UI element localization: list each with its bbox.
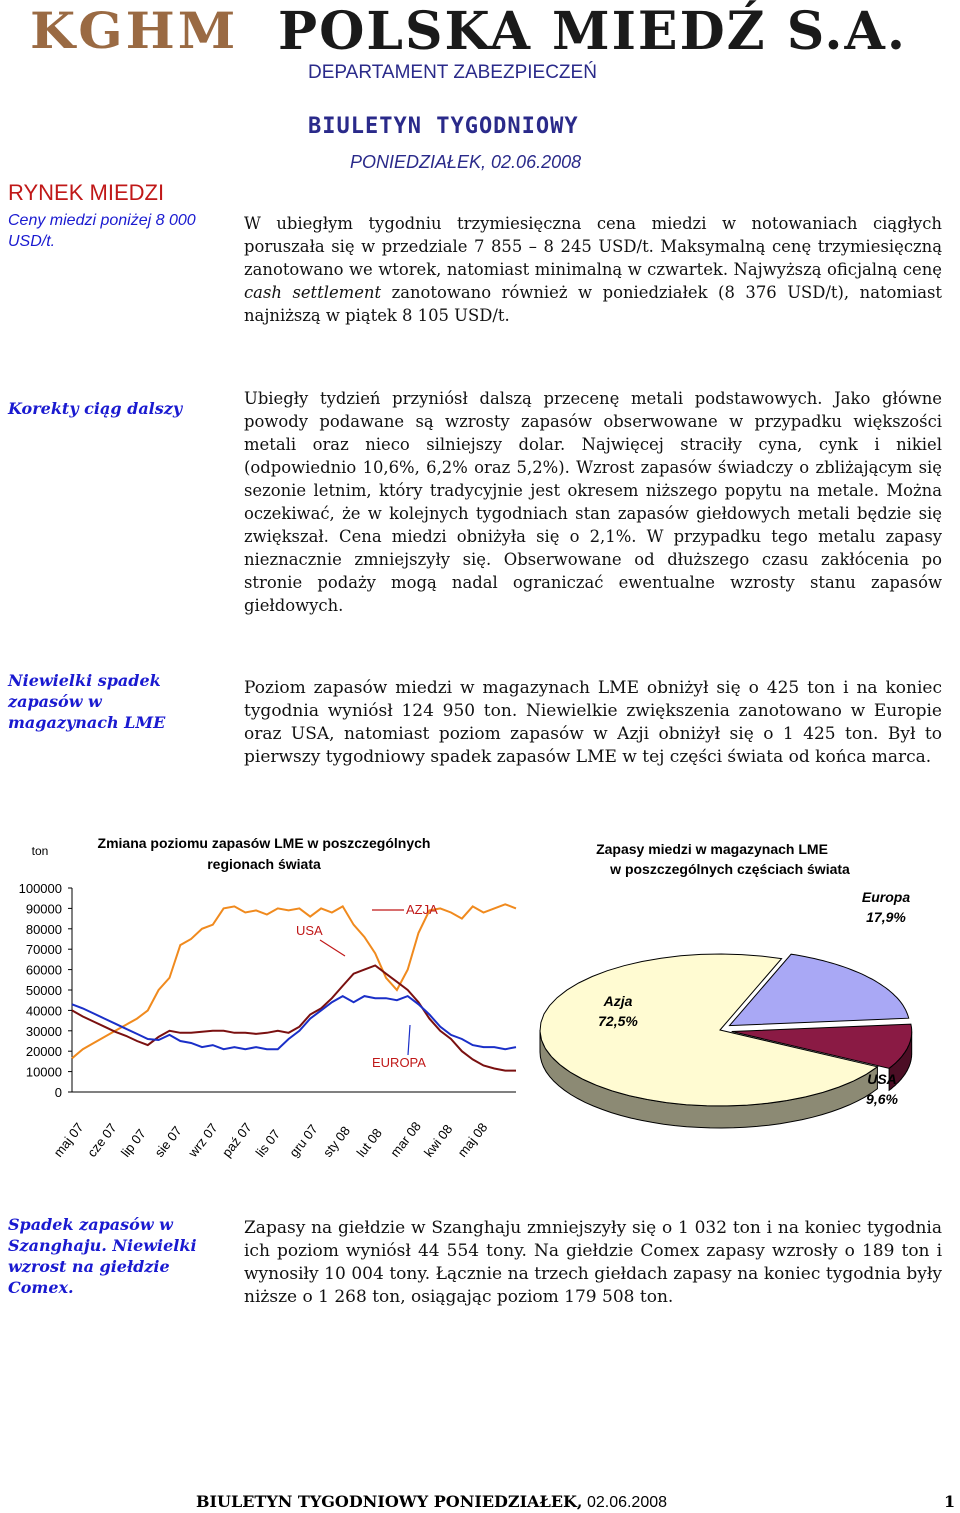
paragraph-prices-part1: W ubiegłym tygodniu trzymiesięczna cena miedzi w notowaniach ciągłych poruszała się w przedziale 7 855 – 8 245 USD/t. Maksymalną cenę trzymiesięczną zanotowano we wtorek, natomiast minimalną w czwartek. Najwyższą oficjalną cenę	[244, 214, 942, 279]
line-chart-arrow-europa	[408, 1025, 410, 1055]
line-chart-arrow-usa	[320, 940, 345, 956]
line-chart-xtick-label: maj 07	[50, 1119, 87, 1160]
paragraph-prices-term: cash settlement	[244, 283, 382, 302]
footer-title: BIULETYN TYGODNIOWY PONIEDZIAŁEK,	[196, 1492, 583, 1511]
line-chart-ylabel: ton	[31, 844, 49, 858]
line-chart-ytick-label: 30000	[25, 1023, 62, 1039]
line-chart-xtick-label: maj 08	[454, 1119, 491, 1160]
side-note-shanghai: Spadek zapasów w Szanghaju. Niewielki wzrost na giełdzie Comex.	[8, 1215, 197, 1297]
pie-value-azja: 72,5%	[598, 1013, 638, 1029]
pie-label-europa: Europa	[861, 889, 911, 905]
paragraph-prices	[244, 212, 942, 327]
charts-area	[0, 830, 960, 1170]
paragraph-shanghai: Zapasy na giełdzie w Szanghaju zmniejszyły się o 1 032 ton i na koniec tygodnia ich poziom wyniósł 44 554 tony. Na giełdzie Comex zapasy wzrosły o 189 ton i wynosiły 10 004 tony. Łącznie na trzech giełdach zapasy na koniec tygodnia były niższe o 1 268 ton, osiągając poziom 179 508 ton.	[244, 1218, 942, 1307]
line-chart-title-line2: regionach świata	[207, 856, 321, 872]
line-chart-ytick-label: 100000	[18, 881, 62, 896]
paragraph-lme: Poziom zapasów miedzi w magazynach LME obniżył się o 425 ton i na koniec tygodnia wyniósł 124 950 ton. Niewielkie zwiększenia zanotowano w Europie oraz USA, natomiast poziom zapasów w Azji obniżył się o 1 425 ton. Był to pierwszy tygodniowy spadek zapasów LME w tej części świata od końca marca.	[244, 678, 942, 767]
pie-label-azja: Azja	[603, 993, 633, 1009]
line-chart-ytick-label: 40000	[25, 1003, 62, 1019]
line-chart-xtick-label: sty 08	[319, 1123, 354, 1160]
line-chart-ytick-label: 0	[54, 1085, 62, 1100]
kghm-logo: KGHM	[30, 2, 239, 61]
line-chart-xtick-label: lut 08	[353, 1125, 385, 1160]
bulletin-date: PONIEDZIAŁEK, 02.06.2008	[350, 152, 582, 172]
line-chart-xtick-label: lis 07	[252, 1126, 284, 1160]
footer	[196, 1492, 667, 1512]
line-chart-xtick-label: kwi 08	[420, 1121, 456, 1160]
line-chart-xtick-label: lip 07	[117, 1126, 149, 1160]
line-chart-xtick-label: wrz 07	[185, 1120, 221, 1160]
department-name: DEPARTAMENT ZABEZPIECZEŃ	[308, 62, 597, 83]
side-note-corrections: Korekty ciąg dalszy	[8, 399, 183, 418]
line-chart-xtick-label: mar 08	[387, 1118, 424, 1160]
line-chart-ytick-label: 20000	[25, 1044, 62, 1060]
line-chart-xtick-label: gru 07	[286, 1121, 321, 1160]
side-note-prices: Ceny miedzi poniżej 8 000 USD/t.	[8, 212, 196, 250]
pie-chart	[530, 830, 950, 1170]
line-chart-ytick-label: 60000	[25, 962, 62, 978]
side-note-lme: Niewielki spadek zapasów w magazynach LME	[8, 671, 166, 732]
pie-chart-title-line2: w poszczególnych częściach świata	[610, 861, 850, 877]
pie-label-usa: USA	[867, 1071, 897, 1087]
line-chart-xtick-label: paź 07	[218, 1119, 255, 1160]
pie-value-usa: 9,6%	[866, 1091, 898, 1107]
line-chart-xtick-label: sie 07	[151, 1123, 185, 1160]
page-number: 1	[944, 1492, 956, 1511]
line-chart-ytick-label: 80000	[25, 921, 62, 937]
line-chart-ytick-label: 70000	[25, 942, 62, 958]
line-chart-label-europa: EUROPA	[372, 1055, 426, 1070]
pie-chart-title-line1: Zapasy miedzi w magazynach LME	[596, 841, 828, 857]
pie-value-europa: 17,9%	[866, 909, 906, 925]
line-chart-ytick-label: 10000	[25, 1064, 62, 1080]
line-chart-title-line1: Zmiana poziomu zapasów LME w poszczególnych	[97, 835, 431, 851]
line-chart-ytick-label: 50000	[25, 983, 62, 998]
line-chart-ytick-label: 90000	[25, 901, 62, 917]
footer-date: 02.06.2008	[582, 1494, 668, 1511]
line-chart-label-azja: AZJA	[406, 902, 438, 917]
paragraph-corrections: Ubiegły tydzień przyniósł dalszą przecenę metali podstawowych. Jako główne powody podawane są wzrosty zapasów obserwowane w przypadku większości metali oraz nieco silniejszy dolar. Najwięcej straciły cyna, cynk i nikiel (odpowiednio 10,6%, 6,2% oraz 5,2%). Wzrost zapasów świadczy o zbliżającym się sezonie letnim, który tradycyjnie jest okresem niższego popytu na metale. Można oczekiwać, że w kolejnych tygodniach stan zapasów giełdowych metali będzie się zwiększał. Cena miedzi obniżyła się o 2,1%. W przypadku tego metalu zapasy nieznacznie zmniejszyły się. Obserwowane od dłuższego czasu zakłócenia po stronie podaży mogą nadal ograniczać ewentualne wzrosty stanu zapasów giełdowych.	[244, 389, 942, 615]
line-chart-xtick-label: cze 07	[84, 1120, 120, 1160]
line-chart-label-usa: USA	[296, 923, 323, 938]
bulletin-title: BIULETYN TYGODNIOWY	[308, 114, 579, 139]
section-title: RYNEK MIEDZI	[8, 180, 165, 205]
line-chart	[0, 830, 530, 1170]
company-name-logo: POLSKA MIEDŹ S.A.	[278, 1, 907, 62]
paragraph-prices-part2: zanotowano również w poniedziałek (8 376 USD/t), natomiast najniższą w piątek 8 105 USD/t.	[244, 283, 942, 325]
